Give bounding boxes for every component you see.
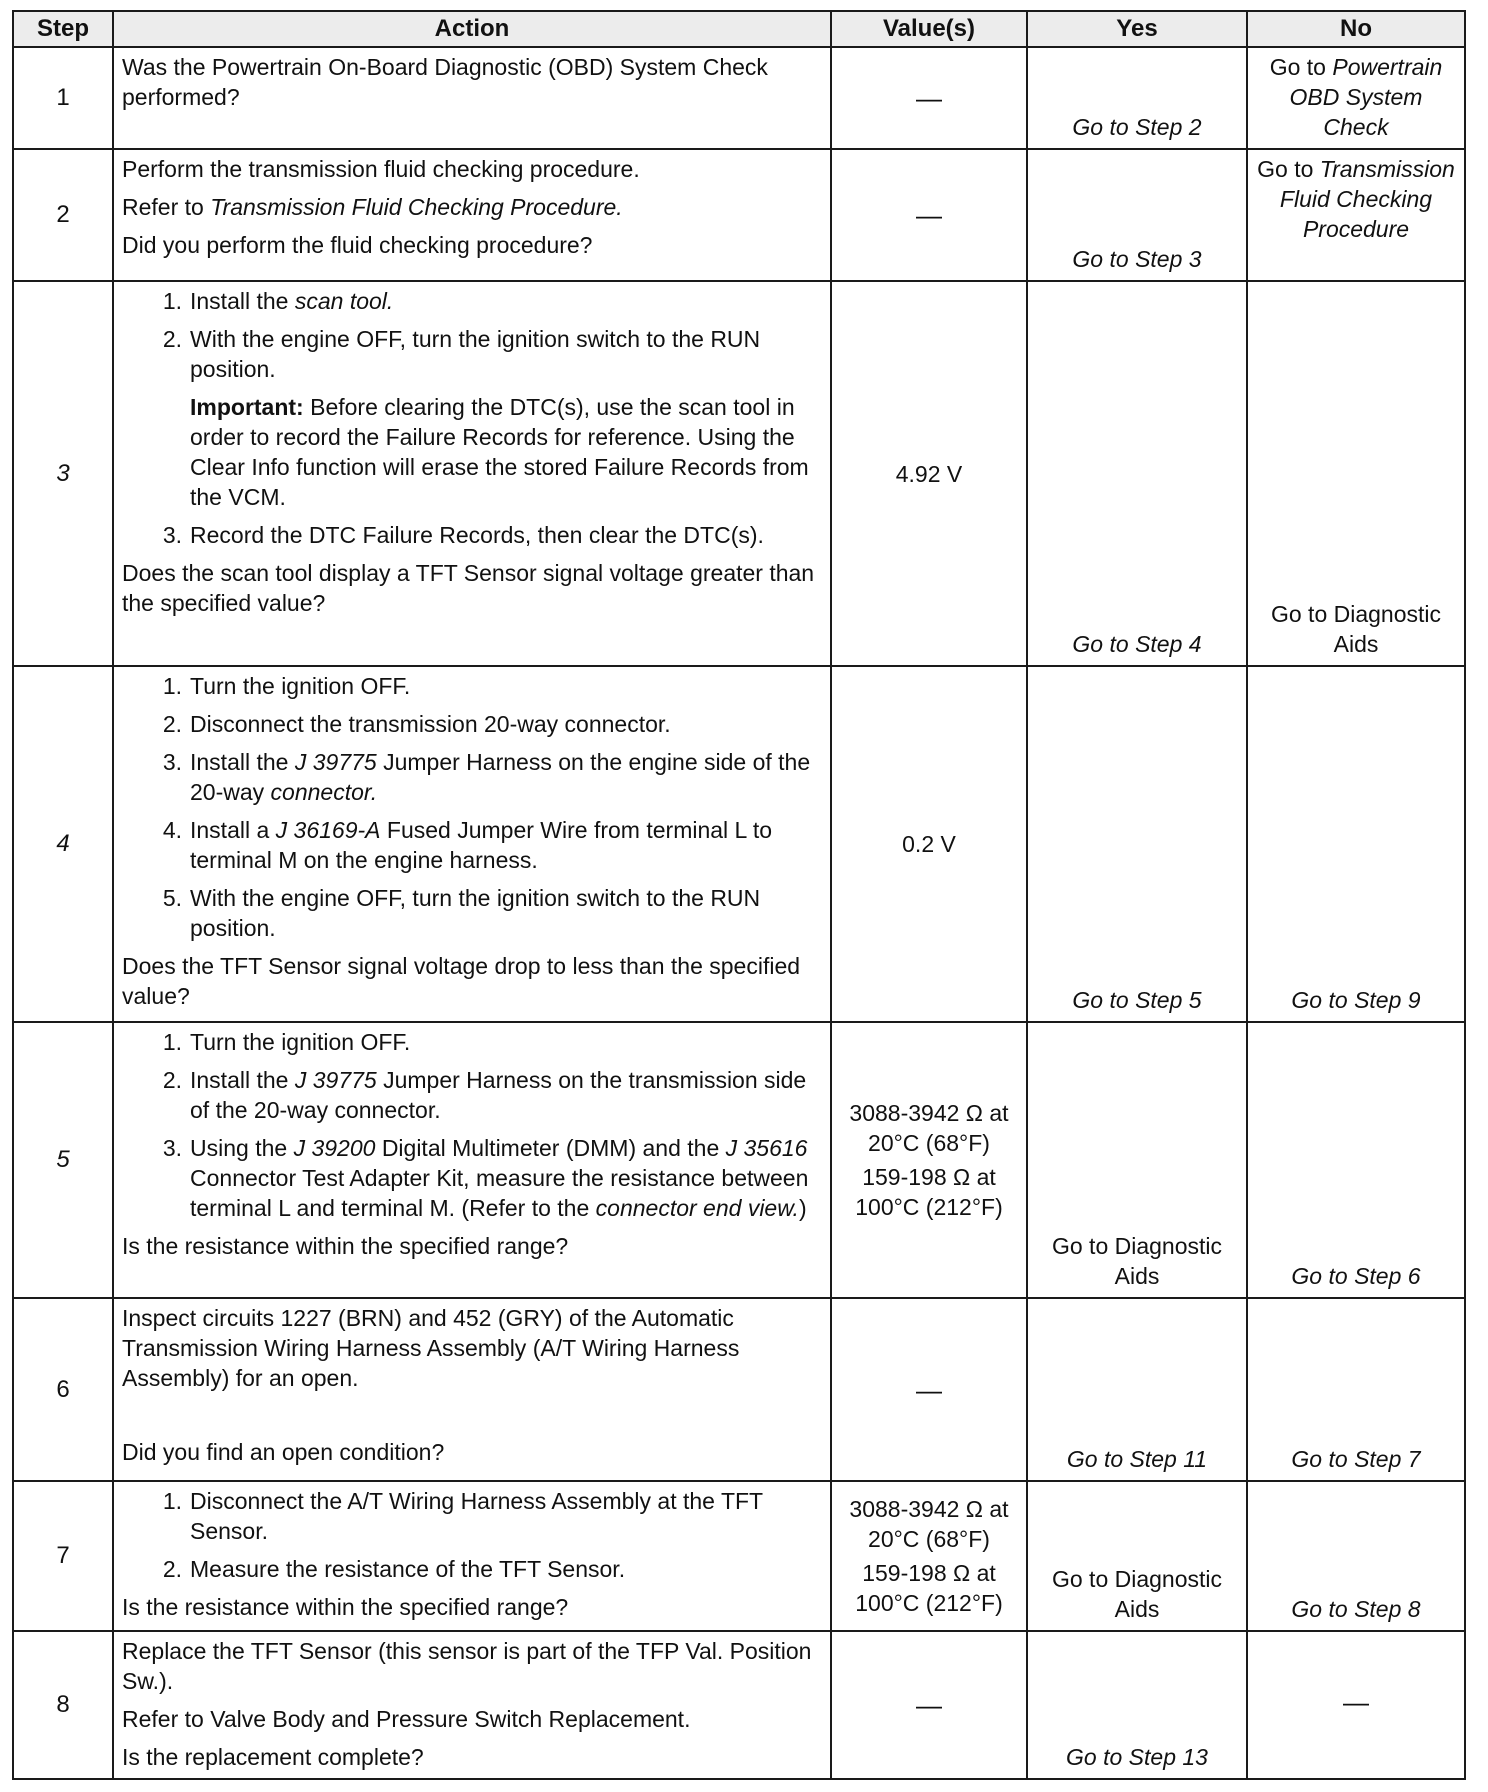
diagnostic-table [12, 10, 1466, 1780]
list-item [122, 671, 824, 701]
step-number: 2 [13, 149, 113, 281]
list-text: Connector Test Adapter Kit, measure the resistance between terminal L and terminal M. (Refer to the [190, 1165, 809, 1221]
action-question: Is the resistance within the specified range? [122, 1594, 569, 1620]
value-cell: — [831, 47, 1027, 149]
step-number: 3 [13, 281, 113, 666]
no-prefix: Go to [1257, 156, 1314, 182]
action-cell [113, 1481, 831, 1631]
list-text: Install the [190, 1067, 289, 1093]
refer-prefix: Refer to [122, 194, 204, 220]
value-cell: — [831, 149, 1027, 281]
value-range: 159-198 Ω at 100°C (212°F) [855, 1560, 1003, 1616]
list-text: Using the [190, 1135, 288, 1161]
list-number: 2. [162, 326, 182, 352]
no-cell: Go to Step 7 [1247, 1298, 1465, 1481]
list-item [122, 286, 824, 316]
list-number: 4. [162, 817, 182, 843]
table-row-step-4 [13, 666, 1465, 1022]
yes-cell: Go to Step 4 [1027, 281, 1247, 666]
yes-cell: Go to Step 2 [1027, 47, 1247, 149]
list-number: 2. [162, 1067, 182, 1093]
table-row-step-1 [13, 47, 1465, 149]
action-list [122, 520, 824, 550]
tool-number: J 35616 [725, 1135, 808, 1161]
list-item [122, 709, 824, 739]
action-cell [113, 149, 831, 281]
list-number: 1. [162, 1488, 182, 1514]
table-row-step-5 [13, 1022, 1465, 1298]
value-range: 3088-3942 Ω at 20°C (68°F) [849, 1100, 1009, 1156]
no-cell [1247, 47, 1465, 149]
action-question: Is the resistance within the specified range? [122, 1233, 569, 1259]
no-cell: — [1247, 1631, 1465, 1779]
header-values: Value(s) [831, 11, 1027, 47]
action-question: Did you perform the fluid checking procedure? [122, 232, 593, 258]
table-row-step-7 [13, 1481, 1465, 1631]
list-item [122, 1554, 824, 1584]
action-cell [113, 1022, 831, 1298]
action-question: Did you find an open condition? [122, 1439, 445, 1465]
list-text: Install a [190, 817, 270, 843]
action-cell [113, 1631, 831, 1779]
action-line: Perform the transmission fluid checking procedure. [122, 156, 640, 182]
list-text: Disconnect the transmission 20-way connector. [190, 711, 671, 737]
header-step: Step [13, 11, 113, 47]
action-list [122, 1027, 824, 1223]
action-line: Inspect circuits 1227 (BRN) and 452 (GRY) of the Automatic Transmission Wiring Harness Assembly (A/T Wiring Harness Assembly) for an open. [122, 1305, 740, 1391]
table-row-step-2 [13, 149, 1465, 281]
value-cell [831, 1481, 1027, 1631]
list-number: 1. [162, 288, 182, 314]
list-link: connector. [270, 779, 378, 805]
action-list [122, 1486, 824, 1584]
list-item [122, 883, 824, 943]
no-prefix: Go to [1269, 54, 1326, 80]
list-link: scan tool. [294, 288, 394, 314]
table-row-step-6 [13, 1298, 1465, 1481]
table-row-step-3 [13, 281, 1465, 666]
list-text: Fused Jumper Wire from terminal L to terminal M on the engine harness. [190, 817, 773, 873]
diagnostic-table-sheet [12, 10, 1466, 1780]
list-item [122, 324, 824, 384]
no-cell [1247, 149, 1465, 281]
step-number: 6 [13, 1298, 113, 1481]
step-number: 7 [13, 1481, 113, 1631]
list-number: 5. [162, 885, 182, 911]
list-number: 2. [162, 1556, 182, 1582]
action-cell [113, 281, 831, 666]
list-text: Disconnect the A/T Wiring Harness Assembly at the TFT Sensor. [190, 1488, 763, 1544]
value-cell [831, 1022, 1027, 1298]
yes-cell: Go to Step 11 [1027, 1298, 1247, 1481]
list-item [122, 1027, 824, 1057]
list-text: With the engine OFF, turn the ignition switch to the RUN position. [190, 326, 761, 382]
step-number: 5 [13, 1022, 113, 1298]
yes-cell: Go to Diagnostic Aids [1027, 1022, 1247, 1298]
action-cell [113, 666, 831, 1022]
action-question: Is the replacement complete? [122, 1744, 424, 1770]
list-item [122, 520, 824, 550]
no-link: Transmission Fluid Checking Procedure [1279, 156, 1455, 242]
no-cell: Go to Step 9 [1247, 666, 1465, 1022]
list-item [122, 1065, 824, 1125]
value-range: 159-198 Ω at 100°C (212°F) [855, 1164, 1003, 1220]
important-label: Important: [190, 394, 304, 420]
yes-cell: Go to Step 3 [1027, 149, 1247, 281]
list-number: 3. [162, 749, 182, 775]
list-number: 1. [162, 1029, 182, 1055]
step-number: 4 [13, 666, 113, 1022]
list-text: ) [798, 1195, 807, 1221]
list-item [122, 1133, 824, 1223]
value-cell: 0.2 V [831, 666, 1027, 1022]
header-action: Action [113, 11, 831, 47]
tool-number: J 39200 [293, 1135, 376, 1161]
list-number: 1. [162, 673, 182, 699]
no-cell: Go to Diagnostic Aids [1247, 281, 1465, 666]
list-item [122, 1486, 824, 1546]
list-text: Digital Multimeter (DMM) and the [381, 1135, 720, 1161]
list-link: connector end view. [595, 1195, 799, 1221]
refer-link: Transmission Fluid Checking Procedure. [210, 194, 623, 220]
step-number: 1 [13, 47, 113, 149]
list-text: Install the [190, 288, 289, 314]
header-no: No [1247, 11, 1465, 47]
yes-cell: Go to Step 5 [1027, 666, 1247, 1022]
no-cell: Go to Step 8 [1247, 1481, 1465, 1631]
list-text: Turn the ignition OFF. [190, 673, 411, 699]
tool-number: J 39775 [294, 749, 377, 775]
table-row-step-8 [13, 1631, 1465, 1779]
action-cell [113, 47, 831, 149]
tool-number: J 39775 [294, 1067, 377, 1093]
list-text: Jumper Harness on the engine side of the 20-way [190, 749, 811, 805]
tool-number: J 36169-A [275, 817, 381, 843]
action-question: Does the TFT Sensor signal voltage drop to less than the specified value? [122, 953, 801, 1009]
list-text: Record the DTC Failure Records, then clear the DTC(s). [190, 522, 764, 548]
no-cell: Go to Step 6 [1247, 1022, 1465, 1298]
action-line: Refer to Valve Body and Pressure Switch Replacement. [122, 1706, 691, 1732]
list-text: Turn the ignition OFF. [190, 1029, 411, 1055]
value-cell: — [831, 1631, 1027, 1779]
action-list [122, 671, 824, 943]
yes-cell: Go to Step 13 [1027, 1631, 1247, 1779]
action-question: Was the Powertrain On-Board Diagnostic (OBD) System Check performed? [122, 54, 768, 110]
value-cell: — [831, 1298, 1027, 1481]
list-item [122, 747, 824, 807]
list-text: With the engine OFF, turn the ignition switch to the RUN position. [190, 885, 761, 941]
list-number: 3. [162, 522, 182, 548]
value-range: 3088-3942 Ω at 20°C (68°F) [849, 1496, 1009, 1552]
action-line: Replace the TFT Sensor (this sensor is part of the TFP Val. Position Sw.). [122, 1638, 812, 1694]
important-note [122, 392, 824, 512]
no-link: Powertrain OBD System Check [1289, 54, 1443, 140]
step-number: 8 [13, 1631, 113, 1779]
value-cell: 4.92 V [831, 281, 1027, 666]
list-text: Install the [190, 749, 289, 775]
list-text: Measure the resistance of the TFT Sensor. [190, 1556, 626, 1582]
header-row [13, 11, 1465, 47]
action-line [122, 192, 824, 222]
important-text: Before clearing the DTC(s), use the scan tool in order to record the Failure Records for reference. Using the Clear Info function will erase the stored Failure Records from the VCM. [190, 394, 809, 510]
list-number: 3. [162, 1135, 182, 1161]
yes-cell: Go to Diagnostic Aids [1027, 1481, 1247, 1631]
list-item [122, 815, 824, 875]
action-cell [113, 1298, 831, 1481]
action-question: Does the scan tool display a TFT Sensor signal voltage greater than the specified value? [122, 560, 815, 616]
list-text: Jumper Harness on the transmission side of the 20-way connector. [190, 1067, 807, 1123]
list-number: 2. [162, 711, 182, 737]
header-yes: Yes [1027, 11, 1247, 47]
action-list [122, 286, 824, 384]
